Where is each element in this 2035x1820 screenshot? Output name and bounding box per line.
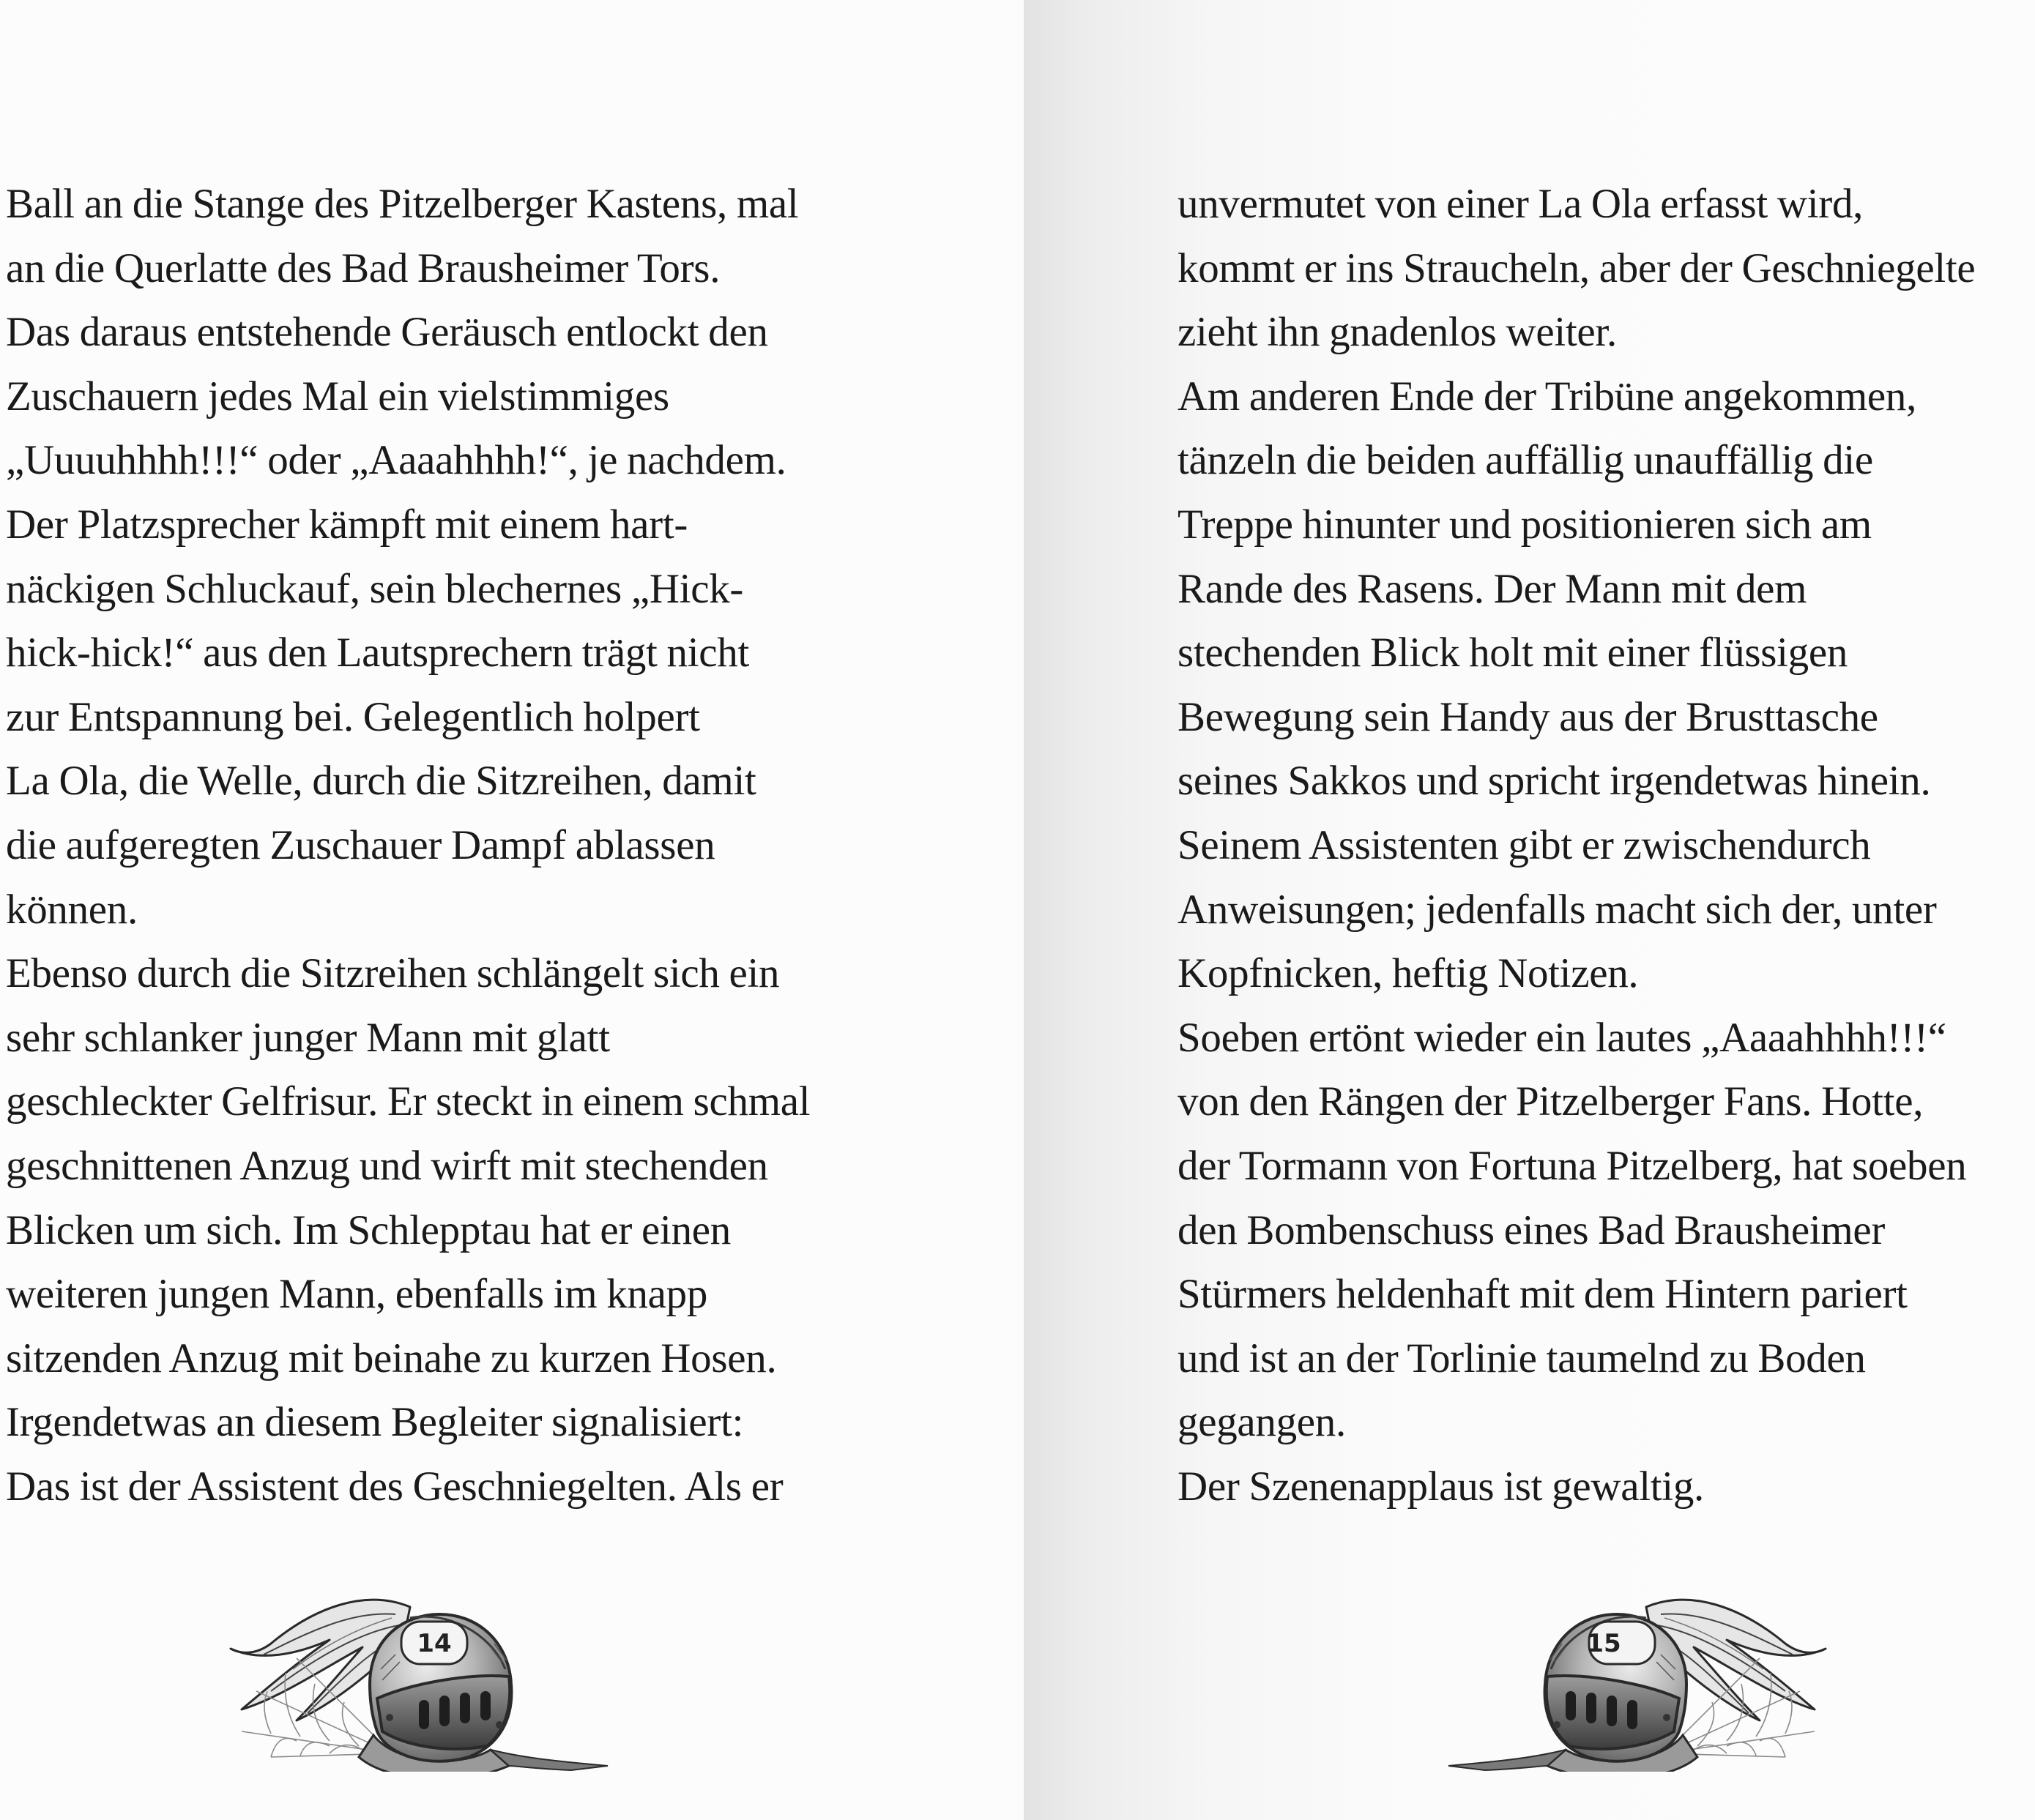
text-line: den Bombenschuss eines Bad Brausheimer <box>1178 1207 1886 1253</box>
text-line: Das ist der Assistent des Geschniegelten. Als er <box>6 1463 784 1510</box>
text-line: Kopfnicken, heftig Notizen. <box>1178 950 1639 997</box>
text-line: Am anderen Ende der Tribüne angekommen, <box>1178 373 1917 419</box>
text-line: Zuschauern jedes Mal ein vielstimmiges <box>6 373 669 419</box>
text-line: Ball an die Stange des Pitzelberger Kastens, mal <box>6 181 799 227</box>
knight-helmet-icon <box>227 1574 637 1772</box>
text-line: der Tormann von Fortuna Pitzelberg, hat soeben <box>1178 1142 1967 1189</box>
text-line: tänzeln die beiden auffällig unauffällig die <box>1178 437 1873 484</box>
text-line: gegangen. <box>1178 1399 1346 1446</box>
text-line: La Ola, die Welle, durch die Sitzreihen, damit <box>6 758 756 805</box>
text-line: unvermutet von einer La Ola erfasst wird, <box>1178 181 1864 227</box>
text-line: Stürmers heldenhaft mit dem Hintern pariert <box>1178 1271 1908 1318</box>
text-line: Der Szenenapplaus ist gewaltig. <box>1178 1463 1704 1510</box>
right-page <box>1024 0 2035 1820</box>
text-line: „Uuuuhhhh!!!“ oder „Aaaahhhh!“, je nachdem. <box>6 437 786 484</box>
page-number: 15 <box>1586 1629 1621 1658</box>
text-line: zur Entspannung bei. Gelegentlich holpert <box>6 693 700 740</box>
text-line: Treppe hinunter und positionieren sich am <box>1178 501 1872 548</box>
text-line: stechenden Blick holt mit einer flüssigen <box>1178 630 1848 676</box>
text-line: näckigen Schluckauf, sein blechernes „Hick- <box>6 565 744 612</box>
text-line: Blicken um sich. Im Schlepptau hat er einen <box>6 1207 731 1253</box>
page-number-left <box>401 1622 467 1666</box>
text-line: Rande des Rasens. Der Mann mit dem <box>1178 565 1807 612</box>
knight-helmet-icon <box>1419 1574 1829 1772</box>
text-line: Bewegung sein Handy aus der Brusttasche <box>1178 693 1878 740</box>
text-line: sehr schlanker junger Mann mit glatt <box>6 1014 610 1061</box>
text-line: sitzenden Anzug mit beinahe zu kurzen Hosen. <box>6 1335 777 1381</box>
text-line: geschleckter Gelfrisur. Er steckt in einem schmal <box>6 1078 811 1125</box>
text-line: geschnittenen Anzug und wirft mit stechenden <box>6 1142 768 1189</box>
text-line: und ist an der Torlinie taumelnd zu Boden <box>1178 1335 1866 1381</box>
page-number-right <box>1571 1622 1637 1666</box>
text-line: seines Sakkos und spricht irgendetwas hinein. <box>1178 758 1931 805</box>
text-line: zieht ihn gnadenlos weiter. <box>1178 309 1617 356</box>
text-line: hick-hick!“ aus den Lautsprechern trägt nicht <box>6 630 749 676</box>
text-line: von den Rängen der Pitzelberger Fans. Hotte, <box>1178 1078 1924 1125</box>
text-line: Soeben ertönt wieder ein lautes „Aaaahhhh!!!“ <box>1178 1014 1946 1061</box>
text-line: können. <box>6 886 138 933</box>
text-line: Anweisungen; jedenfalls macht sich der, unter <box>1178 886 1937 933</box>
page-number: 14 <box>417 1629 452 1658</box>
text-line: die aufgeregten Zuschauer Dampf ablassen <box>6 821 715 868</box>
text-line: Das daraus entstehende Geräusch entlockt den <box>6 309 768 356</box>
text-line: Irgendetwas an diesem Begleiter signalisiert: <box>6 1399 744 1446</box>
text-line: an die Querlatte des Bad Brausheimer Tors. <box>6 245 721 291</box>
text-line: kommt er ins Straucheln, aber der Geschniegelte <box>1178 245 1976 291</box>
right-page-text <box>1178 172 2035 1518</box>
text-line: weiteren jungen Mann, ebenfalls im knapp <box>6 1271 708 1318</box>
text-line: Der Platzsprecher kämpft mit einem hart- <box>6 501 688 548</box>
text-line: Seinem Assistenten gibt er zwischendurch <box>1178 821 1871 868</box>
text-line: Ebenso durch die Sitzreihen schlängelt sich ein <box>6 950 780 997</box>
left-page-text <box>6 172 1024 1518</box>
